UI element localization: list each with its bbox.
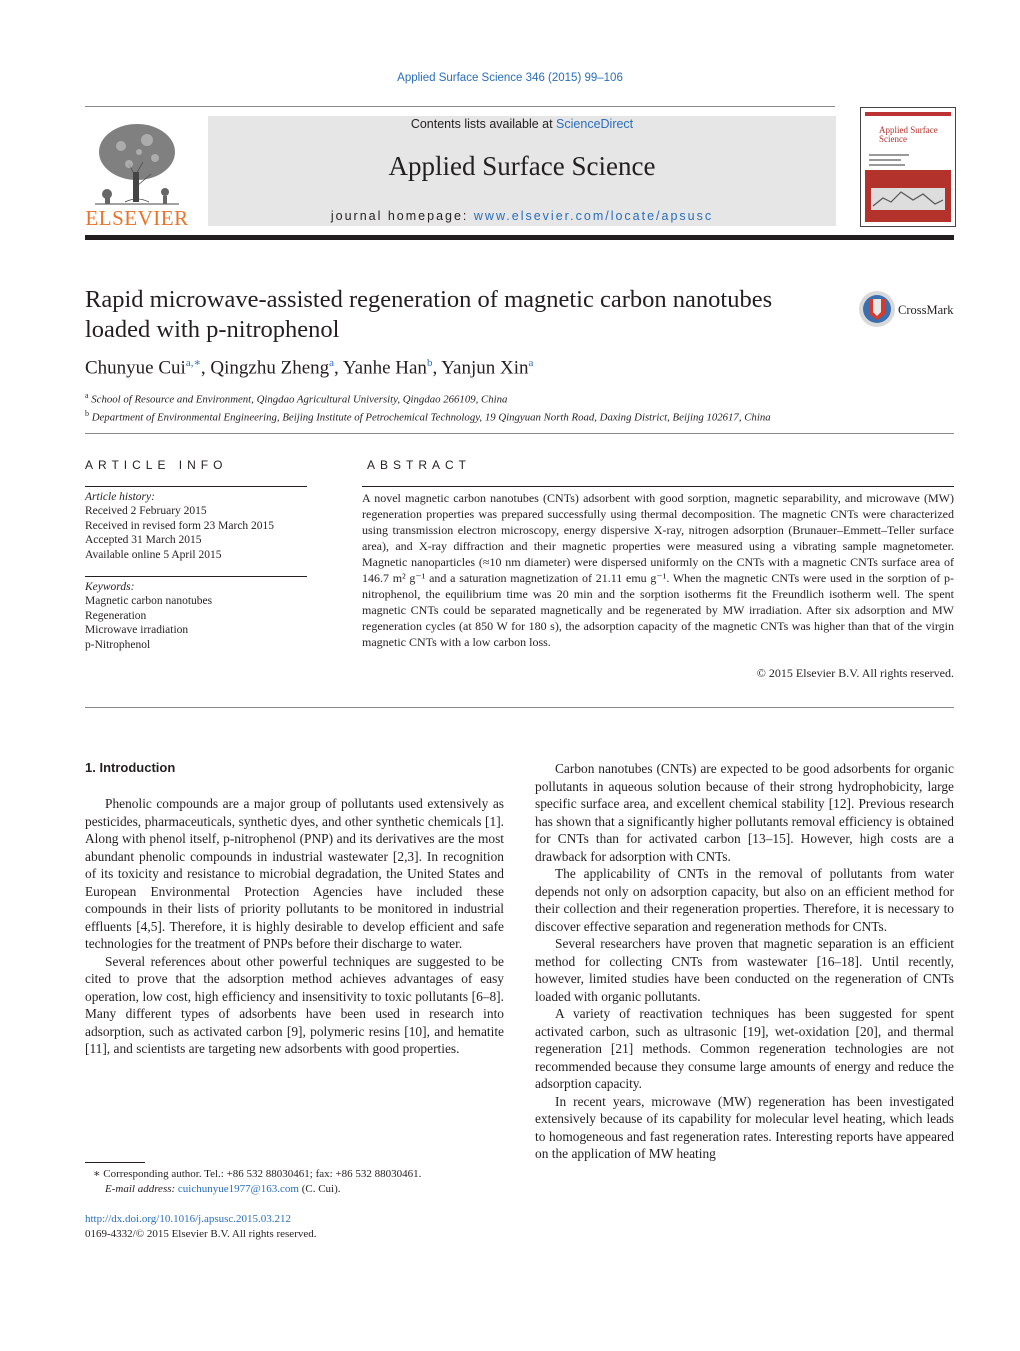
keywords-label: Keywords:: [85, 581, 135, 593]
article-info-rule: [85, 486, 307, 487]
abstract-copyright: © 2015 Elsevier B.V. All rights reserved.: [756, 666, 954, 680]
paragraph: Several researchers have proven that magnetic separation is an efficient method for collecting CNTs from wastewater [16–18]. Until recently, however, limited studies have been conducted on the regeneration of CNTs loaded with organic pollutants.: [535, 936, 954, 1004]
journal-title: Applied Surface Science: [388, 151, 656, 181]
section-heading-introduction: 1. Introduction: [85, 760, 176, 775]
author-name: Yanhe Han: [342, 357, 427, 379]
body-column-left: [85, 795, 504, 1058]
author-separator: ,: [334, 357, 343, 379]
keywords-rule: [85, 576, 307, 577]
paragraph: In recent years, microwave (MW) regeneration has been investigated extensively because of its capability for molecular level heating, which leads to homogeneous and fast regeneration rates. Interesting reports have appeared on the application of MW heating: [535, 1093, 954, 1161]
affiliations: [85, 389, 771, 424]
affiliation-mark: b: [85, 408, 89, 418]
paragraph: A variety of reactivation techniques has been suggested for spent activated carbon, such as ultrasonic [19], wet-oxidation [20], and thermal regeneration [21] methods. Common regeneration technologies are not recommended because they consume large amounts of energy and reduce the adsorption capacity.: [535, 1006, 954, 1091]
keyword: p-Nitrophenol: [85, 638, 151, 651]
homepage-line: [208, 209, 836, 223]
history-received: Received 2 February 2015: [85, 505, 207, 518]
email-link[interactable]: cuichunyue1977@163.com: [177, 1183, 299, 1195]
history-accepted: Accepted 31 March 2015: [85, 534, 202, 547]
body-column-right: [535, 760, 954, 1163]
author-separator: ,: [432, 357, 442, 379]
affiliation-text: Department of Environmental Engineering, Beijing Institute of Petrochemical Technology, 19 Qingyuan North Road, Daxing District, Beijing 102617, China: [91, 411, 771, 424]
publisher-name: ELSEVIER: [85, 206, 189, 230]
issn-copyright: 0169-4332/© 2015 Elsevier B.V. All rights reserved.: [85, 1228, 317, 1240]
author-affiliation-mark[interactable]: a: [528, 357, 534, 369]
header-thick-rule: [85, 235, 954, 240]
journal-reference[interactable]: Applied Surface Science 346 (2015) 99–106: [397, 72, 623, 84]
history-online: Available online 5 April 2015: [85, 548, 222, 561]
corresponding-author: ∗ Corresponding author. Tel.: +86 532 88030461; fax: +86 532 88030461.: [93, 1168, 422, 1180]
keywords: [85, 580, 212, 652]
journal-cover-thumbnail[interactable]: [860, 107, 956, 227]
author-affiliation-mark[interactable]: b: [426, 357, 433, 369]
history-label: Article history:: [85, 491, 155, 503]
crossmark-label: CrossMark: [898, 303, 954, 317]
affiliation: [85, 389, 771, 407]
cover-title: Applied Surface Science: [879, 125, 938, 144]
keyword: Regeneration: [85, 609, 147, 622]
article-history: [85, 490, 274, 562]
doi-link[interactable]: http://dx.doi.org/10.1016/j.apsusc.2015.03.212: [85, 1213, 292, 1225]
author-separator: ,: [200, 357, 211, 379]
crossmark-icon: [858, 290, 896, 328]
homepage-link[interactable]: www.elsevier.com/locate/apsusc: [473, 209, 714, 223]
paragraph: Several references about other powerful techniques are suggested to be cited to prove that the adsorption method achieves advantages of easy operation, low cost, high efficiency and insensitivity to toxic pollutants [6–8]. Many different types of adsorbents have been used in research into adsorption, such as activated carbon [9], polymeric resins [10], and hematite [11], and scientists are targeting new adsorbents with good properties.: [85, 953, 504, 1056]
keyword: Microwave irradiation: [85, 624, 189, 637]
author-affiliation-mark[interactable]: a,∗: [185, 357, 201, 369]
homepage-prefix: journal homepage:: [330, 209, 474, 223]
author-name: Qingzhu Zheng: [210, 357, 330, 379]
contents-prefix: Contents lists available at: [410, 117, 557, 131]
paragraph: Carbon nanotubes (CNTs) are expected to be good adsorbents for organic pollutants in aqueous solution because of their strong hydrophobicity, large specific surface area, and excellent chemical stability [12]. Previous research has shown that a significantly higher pollutants removal efficiency is obtained for CNTs than for activated carbon [13–15]. However, high costs are a drawback for adsorption with CNTs.: [535, 761, 954, 864]
paragraph: The applicability of CNTs in the removal of pollutants from water depends not only on adsorption capacity, but also on an efficient method for their collection and their regeneration properties. Therefore, it is necessary to discover effective separation and regeneration methods for CNTs.: [535, 866, 954, 934]
email-line: [85, 1182, 421, 1197]
author-affiliation-mark[interactable]: a: [329, 357, 335, 369]
footnote: [85, 1167, 421, 1197]
keyword: Magnetic carbon nanotubes: [85, 595, 213, 608]
article-info-heading: ARTICLE INFO: [85, 458, 228, 472]
affiliation: [85, 407, 771, 425]
author-name: Yanjun Xin: [441, 357, 529, 379]
abstract-heading: ABSTRACT: [367, 458, 472, 472]
author-name: Chunyue Cui: [85, 357, 186, 379]
email-label: E-mail address:: [105, 1183, 178, 1195]
email-suffix: (C. Cui).: [298, 1183, 341, 1195]
footnote-rule: [85, 1162, 145, 1163]
abstract-end-rule: [85, 707, 954, 708]
author-list: [85, 356, 533, 379]
header-rule: [85, 106, 835, 107]
abstract-rule: [362, 486, 954, 487]
title-rule: [85, 433, 954, 434]
affiliation-text: School of Resource and Environment, Qingdao Agricultural University, Qingdao 266109, China: [91, 393, 508, 406]
article-title: Rapid microwave-assisted regeneration of magnetic carbon nanotubes loaded with p-nitrophenol: [85, 286, 773, 343]
paragraph: Phenolic compounds are a major group of pollutants used extensively as pesticides, pharmaceuticals, synthetic dyes, and other synthetic chemicals [1]. Along with phenol itself, p-nitrophenol (PNP) and its derivatives are the most abundant phenolic compounds in industrial wastewater [2,3]. In recognition of its toxicity and resistance to microbial degradation, the United States and European Environmental Protection Agencies have included these compounds in their lists of priority pollutants to be monitored in industrial effluents [4,5]. Therefore, it is highly desirable to develop efficient and safe technologies for the treatment of PNPs before their discharge to water.: [85, 796, 504, 951]
contents-line: [208, 117, 836, 131]
sciencedirect-link[interactable]: ScienceDirect: [556, 117, 634, 131]
history-revised: Received in revised form 23 March 2015: [85, 519, 275, 532]
affiliation-mark: a: [85, 391, 89, 400]
doi-block: [85, 1212, 317, 1242]
crossmark-badge[interactable]: [858, 290, 958, 330]
abstract-text: A novel magnetic carbon nanotubes (CNTs) adsorbent with good sorption, magnetic separability, and microwave (MW) regeneration properties was prepared successfully using thermal decomposition. The magnetic CNTs were characterized using transmission electron microscopy, energy dispersive X-ray, nitrogen adsorption (Brunauer–Emmett–Teller surface area), and X-ray diffraction and their magnetic properties were measured using a vibrating sample magnetometer. Magnetic nanoparticles (≈10 nm diameter) were dispersed uniformly on the CNTs with a magnetic CNTs surface area of 146.7 m² g⁻¹ and a saturation magnetization of 21.11 emu g⁻¹. When the magnetic CNTs were used in the sorption of p-nitrophenol, the equilibrium time was 20 min and the sorption isotherms fit the Freundlich isotherm well. The spent magnetic CNTs could be separated magnetically and be regenerated by MW irradiation. After six adsorption and MW regeneration cycles (at 850 W for 180 s), the adsorption capacity of the magnetic CNTs was higher than that of the virgin magnetic CNTs with a low carbon loss.: [362, 491, 954, 649]
